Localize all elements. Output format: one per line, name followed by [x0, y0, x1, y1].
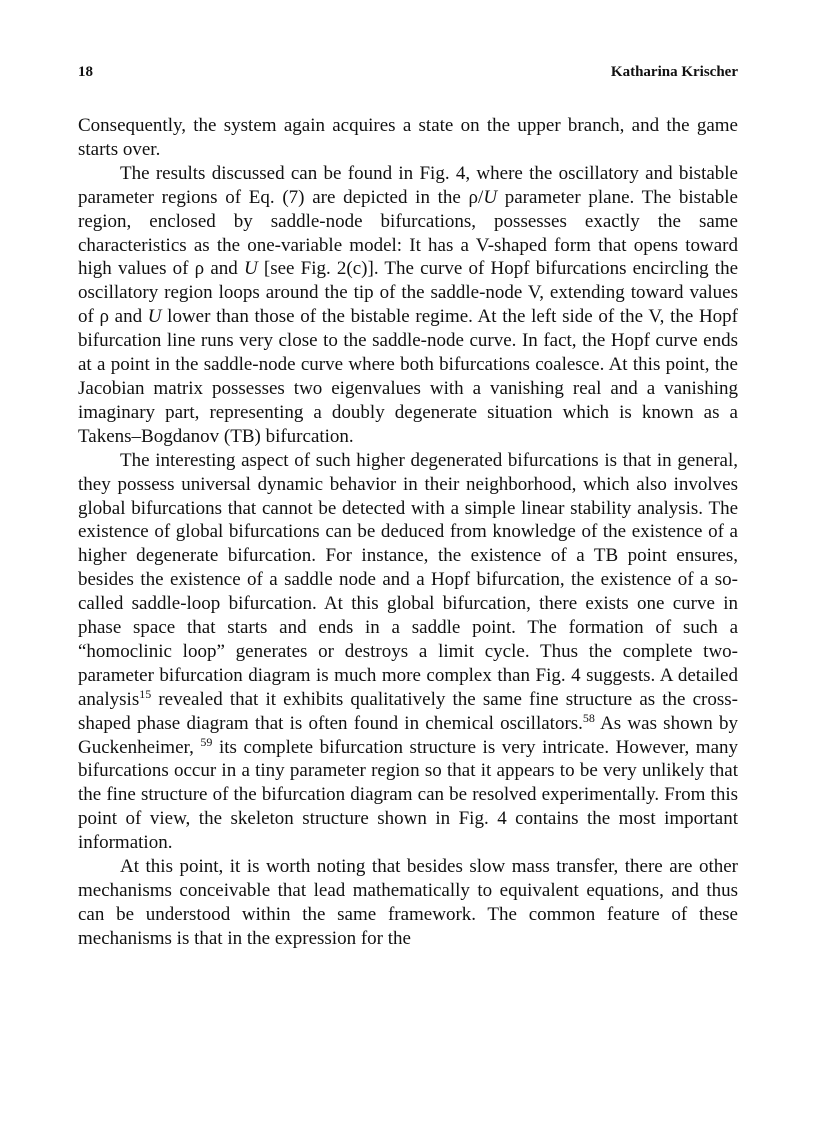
- page-number: 18: [78, 64, 93, 80]
- paragraph: [78, 855, 738, 951]
- text-run: revealed that it exhibits qualitatively the same fine structure as the cross-shaped phase diagram that is often found in chemical oscillators.: [78, 688, 738, 734]
- italic-symbol: U: [483, 186, 498, 208]
- citation-reference: 15: [139, 686, 152, 701]
- italic-symbol: U: [243, 258, 258, 280]
- text-run: [see Fig. 2(c)]. The curve of Hopf bifurcations encircling the oscillatory region loops around the tip of the saddle-node V, extending toward values of ρ and: [78, 258, 738, 328]
- text-run: lower than those of the bistable regime. At the left side of the V, the Hopf bifurcation line runs very close to the saddle-node curve. In fact, the Hopf curve ends at a point in the saddle-node curve where both bifurcations coalesce. At this point, the Jacobian matrix possesses two eigenvalues with a vanishing real and a vanishing imaginary part, representing a doubly degenerate situation which is known as a Takens–Bogdanov (TB) bifurcation.: [78, 306, 739, 447]
- text-run: its complete bifurcation structure is very intricate. However, many bifurcations occur in a tiny parameter region so that it appears to be very unlikely that the fine structure of the bifurcation diagram can be resolved experimentally. From this point of view, the skeleton structure shown in Fig. 4 contains the most important information.: [78, 736, 739, 854]
- text-run: The interesting aspect of such higher degenerated bifurcations is that in general, they possess universal dynamic behavior in their neighborhood, which also involves global bifurcations that cannot be detected with a simple linear stability analysis. The existence of global bifurcations can be deduced from knowledge of the existence of a higher degenerate bifurcation. For instance, the existence of a TB point ensures, besides the existence of a saddle node and a Hopf bifurcation, the existence of a so-called saddle-loop bifurcation. At this global bifurcation, there exists one curve in phase space that starts and ends in a saddle point. The formation of such a “homoclinic loop” generates or destroys a limit cycle. Thus the complete two-parameter bifurcation diagram is much more complex than Fig. 4 suggests. A detailed analysis: [78, 449, 738, 710]
- text-run: The results discussed can be found in Fig. 4, where the oscillatory and bistable parameter regions of Eq. (7) are depicted in the ρ/: [78, 162, 738, 208]
- paragraph: [78, 162, 738, 449]
- paragraph: [78, 114, 738, 162]
- paragraph: [78, 449, 738, 855]
- running-head-author: Katharina Krischer: [610, 64, 738, 80]
- citation-reference: 58: [582, 710, 595, 725]
- body-text: [78, 114, 738, 951]
- text-run: At this point, it is worth noting that besides slow mass transfer, there are other mechanisms conceivable that lead mathematically to equivalent equations, and thus can be understood within the same framework. The common feature of these mechanisms is that in the expression for the: [78, 856, 738, 949]
- text-run: parameter plane. The bistable region, enclosed by saddle-node bifurcations, possesses exactly the same characteristics as the one-variable model: It has a V-shaped form that opens toward high values of ρ and: [78, 186, 738, 280]
- citation-reference: 59: [200, 734, 213, 749]
- running-header: [78, 64, 738, 81]
- text-run: Consequently, the system again acquires a state on the upper branch, and the game starts over.: [78, 115, 738, 160]
- text-run: As was shown by Guckenheimer,: [78, 712, 739, 758]
- italic-symbol: U: [147, 306, 162, 328]
